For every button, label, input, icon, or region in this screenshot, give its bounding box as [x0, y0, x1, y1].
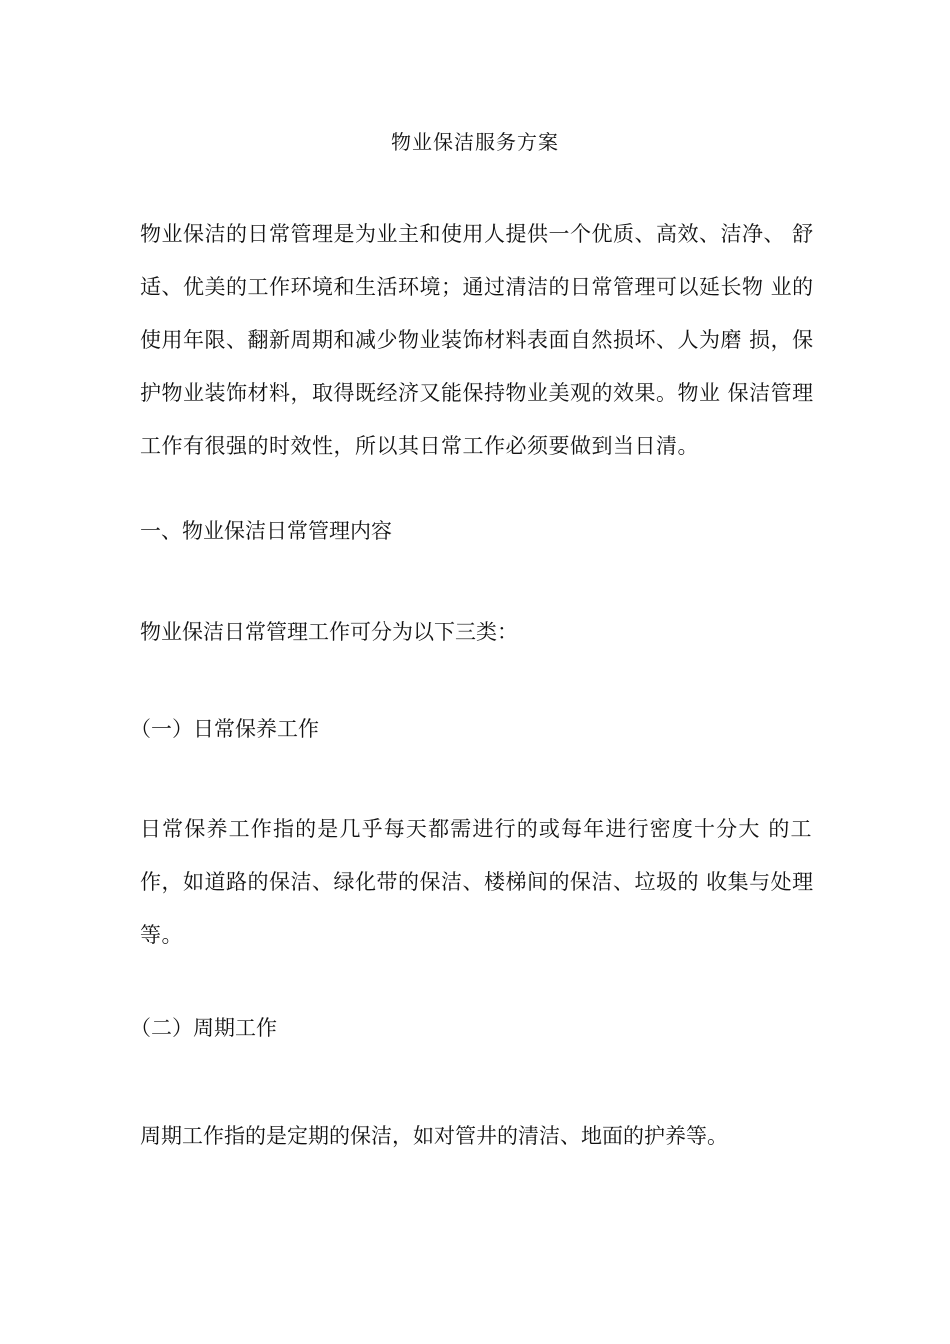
section-text: 物业保洁日常管理工作可分为以下三类：: [140, 620, 518, 644]
intro-line: 适、优美的工作环境和生活环境；通过清洁的日常管理可以延长物 业的: [140, 275, 814, 299]
intro-line: 工作有很强的时效性，所以其日常工作必须要做到当日清。: [140, 434, 699, 458]
intro-line: 护物业装饰材料，取得既经济又能保持物业美观的效果。物业 保洁管理: [140, 381, 814, 405]
intro-line: 物业保洁的日常管理是为业主和使用人提供一个优质、高效、洁净、 舒: [140, 222, 814, 246]
intro-line: 使用年限、翻新周期和减少物业装饰材料表面自然损坏、人为磨 损，保: [140, 328, 814, 352]
intro-paragraph: [140, 208, 812, 473]
paragraph-line: 日常保养工作指的是几乎每天都需进行的或每年进行密度十分大 的工: [140, 817, 812, 841]
subsection-heading: （二）周期工作: [130, 1016, 277, 1040]
paragraph-line: 作，如道路的保洁、绿化带的保洁、楼梯间的保洁、垃圾的 收集与处理: [140, 870, 814, 894]
subsection-text: 周期工作指的是定期的保洁，如对管井的清洁、地面的护养等。: [140, 1124, 728, 1148]
subsection-heading: （一）日常保养工作: [130, 717, 319, 741]
document-title: 物业保洁服务方案: [391, 130, 559, 154]
paragraph-line: 等。: [140, 923, 183, 947]
section-heading: 一、物业保洁日常管理内容: [140, 519, 392, 543]
subsection-paragraph: [140, 803, 812, 962]
